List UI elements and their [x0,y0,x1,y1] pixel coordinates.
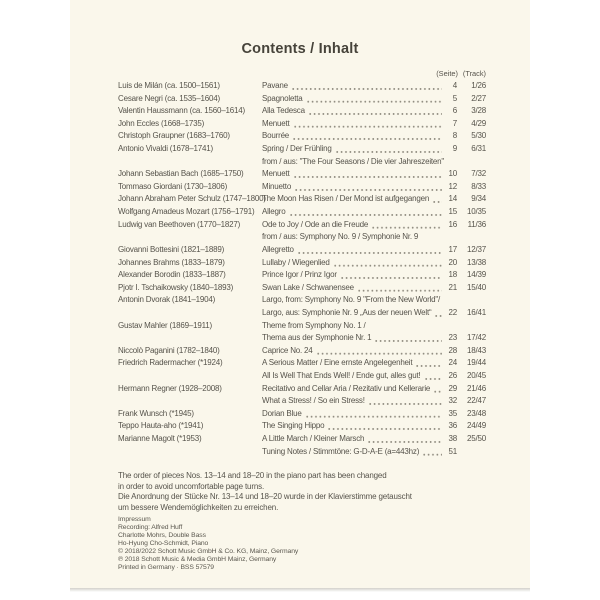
page-number-cell: 15 [448,207,457,217]
track-number-cell: 20/45 [466,371,486,381]
toc-row [118,269,486,282]
page-number-cell: 51 [448,446,457,456]
toc-row [118,282,486,295]
impressum-line: © 2018/2022 Schott Music GmbH & Co. KG, Mainz, Germany [118,548,299,556]
note-line: Die Anordnung der Stücke Nr. 13–14 und 18–20 wurde in der Klavierstimme getauscht [118,492,412,502]
track-number-cell: 7/32 [471,169,486,179]
toc-row [118,219,486,232]
piece-title: Largo, aus: Symphonie Nr. 9 „Aus der neuen Welt“ [262,307,432,317]
page-number-cell: 36 [448,421,457,431]
piece-title: A Serious Matter / Eine ernste Angelegenheit [262,358,413,368]
page-number-cell: 18 [448,270,457,280]
piece-title: from / aus: Symphony No. 9 / Symphonie Nr. 9 [262,232,419,242]
toc-row [118,420,486,433]
piece-title: from / aus: "The Four Seasons / Die vier Jahreszeiten" [262,156,445,166]
composer-cell: Valentin Haussmann (ca. 1560–1614) [118,106,245,116]
piece-title: The Singing Hippo [262,421,325,431]
page-number-cell: 28 [448,345,457,355]
toc-row [118,168,486,181]
title-cell [262,156,444,169]
impressum-line: Recording: Alfred Huff [118,524,183,532]
toc-row [118,93,486,106]
toc-row [118,257,486,270]
impressum-line: Charlotte Mohrs, Double Bass [118,532,206,540]
piece-title: Swan Lake / Schwanensee [262,282,354,292]
toc-row [118,357,486,370]
composer-cell: Wolfgang Amadeus Mozart (1756–1791) [118,207,255,217]
page-number-cell: 23 [448,333,457,343]
track-number-cell: 2/27 [471,93,486,103]
toc-row [118,383,486,396]
toc-row [118,345,486,358]
piece-title: Bourrée [262,131,290,141]
toc-row [118,143,486,156]
toc-row [118,395,486,408]
piece-title: What a Stress! / So ein Stress! [262,396,365,406]
piece-title: All Is Well That Ends Well! / Ende gut, alles gut! [262,371,421,381]
toc-row [118,130,486,143]
note-line: in order to avoid uncomfortable page turns. [118,481,265,491]
piece-title: Largo, from: Symphony No. 9 "From the New World"/ [262,295,441,305]
toc-row [118,118,486,131]
toc-row [118,156,486,169]
track-number-cell: 9/34 [471,194,486,204]
piece-title: Alla Tedesca [262,106,305,116]
page-number-cell: 7 [452,118,457,128]
toc-row [118,446,486,459]
toc-row [118,244,486,257]
page-number-cell: 17 [448,244,457,254]
composer-cell: Teppo Hauta-aho (*1941) [118,421,204,431]
toc-row [118,408,486,421]
piece-title: Allegro [262,207,286,217]
title-cell [262,231,444,244]
page-number-cell: 14 [448,194,457,204]
title-cell [262,294,444,307]
track-number-cell: 18/43 [466,345,486,355]
title-cell [262,320,444,333]
page-number-cell: 6 [452,106,457,116]
composer-cell: Marianne Magolt (*1953) [118,434,202,444]
page-number-cell: 9 [452,144,457,154]
composer-cell: Gustav Mahler (1869–1911) [118,320,213,330]
page-number-cell: 22 [448,307,457,317]
impressum-line: Printed in Germany · BSS 57579 [118,564,214,572]
composer-cell: Hermann Regner (1928–2008) [118,383,222,393]
toc-row [118,332,486,345]
track-number-cell: 23/48 [466,408,486,418]
page-sheet [70,0,530,588]
track-number-cell: 4/29 [471,118,486,128]
piece-title: Allegretto [262,244,294,254]
piece-title: Ode to Joy / Ode an die Freude [262,219,369,229]
dot-leader [370,320,442,333]
track-number-cell: 13/38 [466,257,486,267]
page-number-cell: 4 [452,81,457,90]
toc-row [118,231,486,244]
composer-cell: Tommaso Giordani (1730–1806) [118,181,228,191]
toc-rows [118,80,486,458]
toc-row [118,206,486,219]
page-number-cell: 38 [448,434,457,444]
piece-title: Menuett [262,118,290,128]
piece-title: Tuning Notes / Stimmtöne: G-D-A-E (a=443hz) [262,446,420,456]
col-header-track: (Track) [462,69,486,78]
page-number-cell: 8 [452,131,457,141]
piece-title: Menuett [262,169,290,179]
piece-title: Theme from Symphony No. 1 / [262,320,366,330]
composer-cell: Luis de Milán (ca. 1500–1561) [118,81,220,90]
toc-row [118,370,486,383]
page-bottom-shadow [70,588,530,592]
track-number-cell: 16/41 [466,307,486,317]
track-number-cell: 19/44 [466,358,486,368]
composer-cell: Cesare Negri (ca. 1535–1604) [118,93,221,103]
page-number-cell: 26 [448,371,457,381]
composer-cell: Antonio Vivaldi (1678–1741) [118,144,213,154]
page-number-cell: 16 [448,219,457,229]
impressum-line: Impressum [118,516,151,523]
piece-title: Prince Igor / Prinz Igor [262,270,337,280]
toc-row [118,320,486,333]
page-number-cell: 29 [448,383,457,393]
composer-cell: Johann Sebastian Bach (1685–1750) [118,169,244,179]
toc-row [118,193,486,206]
composer-cell: Pjotr I. Tschaikowsky (1840–1893) [118,282,234,292]
composer-cell: Friedrich Radermacher (*1924) [118,358,223,368]
piece-title: Lullaby / Wiegenlied [262,257,330,267]
track-number-cell: 6/31 [471,144,486,154]
note-paragraph [118,471,468,513]
composer-cell: Alexander Borodin (1833–1887) [118,270,226,280]
piece-title: Spagnoletta [262,93,303,103]
dot-leader [422,231,442,244]
track-number-cell: 22/47 [466,396,486,406]
composer-cell: Giovanni Bottesini (1821–1889) [118,244,225,254]
track-number-cell: 12/37 [466,244,486,254]
track-number-cell: 21/46 [466,383,486,393]
impressum-line: Ho-Hyung Cho-Schmidt, Piano [118,540,209,548]
track-number-cell: 25/50 [466,434,486,444]
toc-row [118,80,486,93]
page-number-cell: 24 [448,358,457,368]
track-number-cell: 24/49 [466,421,486,431]
impressum [118,516,418,572]
toc-row [118,181,486,194]
toc-row [118,307,486,320]
piece-title: The Moon Has Risen / Der Mond ist aufgegangen [262,194,430,204]
composer-cell: Johannes Brahms (1833–1879) [118,257,225,267]
piece-title: Pavane [262,81,288,90]
col-header-seite: (Seite) [436,69,458,78]
piece-title: Spring / Der Frühling [262,144,332,154]
composer-cell: Johann Abraham Peter Schulz (1747–1800) [118,194,266,204]
note-line: The order of pieces Nos. 13–14 and 18–20 in the piano part has been changed [118,471,387,480]
page-number-cell: 12 [448,181,457,191]
impressum-line: ℗ 2018 Schott Music & Media GmbH Mainz, Germany [118,556,277,564]
piece-title: Minuetto [262,181,292,191]
toc-row [118,294,486,307]
track-number-cell: 10/35 [466,207,486,217]
piece-title: Dorian Blue [262,408,302,418]
page-number-cell: 10 [448,169,457,179]
track-number-cell: 15/40 [466,282,486,292]
page-title: Contents / Inhalt [241,41,359,57]
page-number-cell: 20 [448,257,457,267]
page-number-cell: 21 [448,282,457,292]
toc-row [118,433,486,446]
composer-cell: Christoph Graupner (1683–1760) [118,131,230,141]
piece-title: Thema aus der Symphonie Nr. 1 [262,333,372,343]
note-line: um bessere Wendemöglichkeiten zu erreichen. [118,502,279,512]
track-number-cell: 5/30 [471,131,486,141]
composer-cell: Antonin Dvorak (1841–1904) [118,295,216,305]
track-number-cell: 17/42 [466,333,486,343]
page-number-cell: 32 [448,396,457,406]
composer-cell: John Eccles (1668–1735) [118,118,205,128]
piece-title: Recitativo and Cellar Aria / Rezitativ und Kellerarie [262,383,431,393]
composer-cell: Ludwig van Beethoven (1770–1827) [118,219,241,229]
track-number-cell: 1/26 [471,81,486,90]
piece-title: Caprice No. 24 [262,345,313,355]
page-number-cell: 35 [448,408,457,418]
track-number-cell: 3/28 [471,106,486,116]
track-number-cell: 11/36 [467,219,486,229]
track-number-cell: 14/39 [466,270,486,280]
composer-cell: Niccolò Paganini (1782–1840) [118,345,220,355]
page-number-cell: 5 [452,93,457,103]
piece-title: A Little March / Kleiner Marsch [262,434,365,444]
toc-row [118,105,486,118]
track-number-cell: 8/33 [471,181,486,191]
composer-cell: Frank Wunsch (*1945) [118,408,194,418]
